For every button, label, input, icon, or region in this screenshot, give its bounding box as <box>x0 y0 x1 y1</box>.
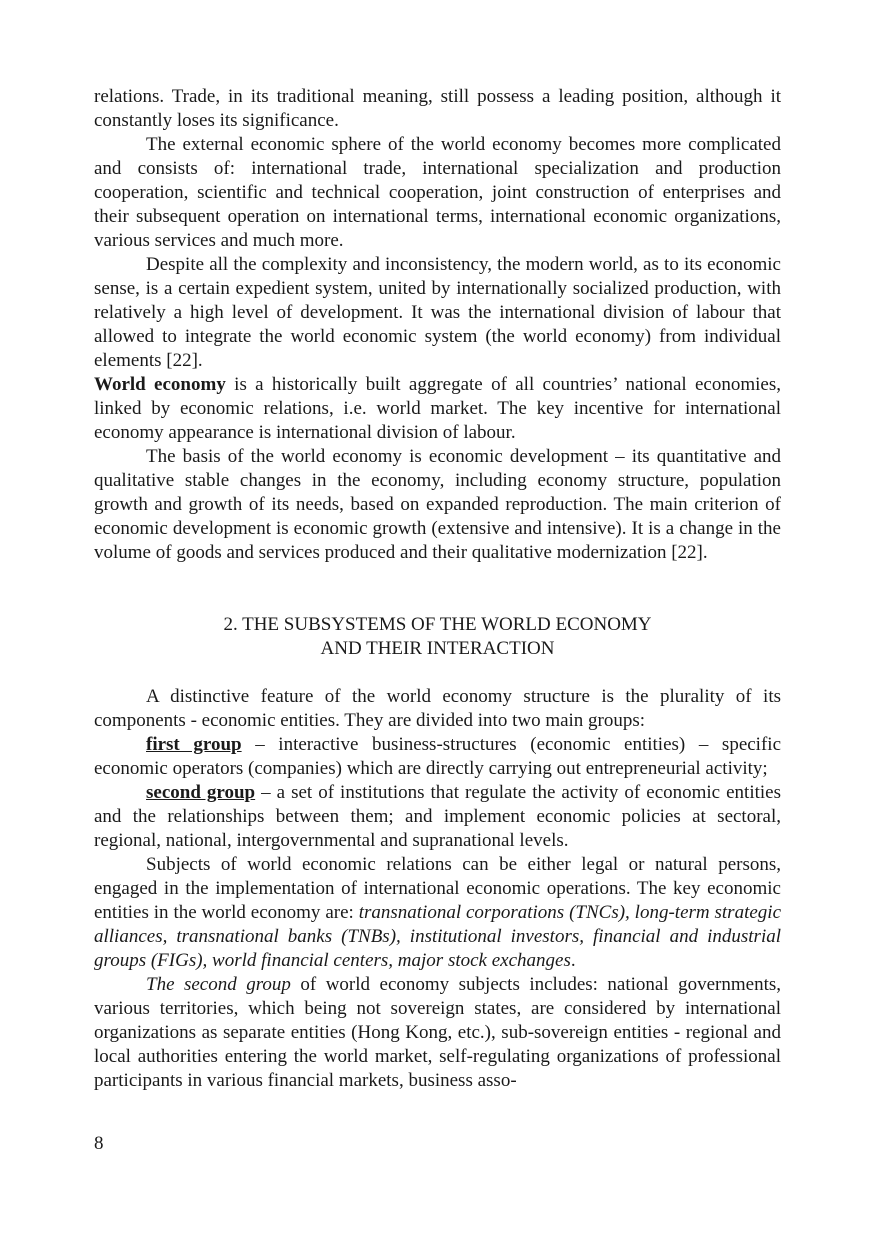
heading-line-1: 2. THE SUBSYSTEMS OF THE WORLD ECONOMY <box>223 614 652 635</box>
second-group-text: – a set of institutions that regulate the activity of economic entities and the relationships between them; and implement economic policies at sectoral, regional, national, intergovernmental and supranational levels. <box>94 782 781 851</box>
term-first-group: first group <box>146 734 242 755</box>
paragraph-distinctive-feature: A distinctive feature of the world economy structure is the plurality of its components - economic entities. They are divided into two main groups: <box>94 686 781 731</box>
page-content <box>94 85 781 1093</box>
term-world-economy: World economy <box>94 374 226 395</box>
term-second-group: second group <box>146 782 256 803</box>
heading-line-2: AND THEIR INTERACTION <box>320 638 555 659</box>
paragraph-second-group-subjects <box>94 973 781 1093</box>
second-group-subjects-text: of world economy subjects includes: national governments, various territories, which being not sovereign states, are considered by international organizations as separate entities (Hong Kong, etc.), sub-sovereign entities - regional and local authorities entering the world market, self-regulating organizations of professional participants in various financial markets, business asso- <box>94 974 781 1091</box>
subjects-entities-list: transnational corporations (TNCs), long-term strategic alliances, transnational banks (TNBs), institutional investors, financial and industrial groups (FIGs), world financial centers, major stock exchanges <box>94 902 782 971</box>
subjects-text: Subjects of world economic relations can be either legal or natural persons, engaged in the implementation of international economic operations. The key economic entities in the world economy are: <box>94 854 781 923</box>
term-the-second-group: The second group <box>146 974 291 995</box>
section-heading <box>94 613 781 661</box>
subjects-end: . <box>570 950 576 971</box>
paragraph-modern-world: Despite all the complexity and inconsistency, the modern world, as to its economic sense, is a certain expedient system, united by internationally socialized production, with relatively a high level of development. It was the international division of labour that allowed to integrate the world economic system (the world economy) from individual elements [22]. <box>94 254 781 371</box>
paragraph-subjects <box>94 853 781 973</box>
paragraph-second-group <box>94 781 781 853</box>
first-group-text: – interactive business-structures (economic entities) – specific economic operators (companies) which are directly carrying out entrepreneurial activity; <box>94 734 782 779</box>
definition-text: is a historically built aggregate of all countries’ national economies, linked by economic relations, i.e. world market. The key incentive for international economy appearance is international division of labour. <box>94 374 781 443</box>
paragraph-first-group <box>94 733 781 781</box>
page-number: 8 <box>94 1133 104 1154</box>
paragraph-external-sphere: The external economic sphere of the world economy becomes more complicated and consists of: international trade, international specialization and production cooperation, scientific and technical cooperation, joint construction of enterprises and their subsequent operation on international terms, international economic organizations, various services and much more. <box>94 134 781 251</box>
paragraph-relations: relations. Trade, in its traditional meaning, still possess a leading position, although it constantly loses its significance. <box>94 86 781 131</box>
paragraph-economic-development: The basis of the world economy is economic development – its quantitative and qualitative stable changes in the economy, including economy structure, population growth and growth of its needs, based on expanded reproduction. The main criterion of economic development is economic growth (extensive and intensive). It is a change in the volume of goods and services produced and their qualitative modernization [22]. <box>94 446 781 563</box>
paragraph-world-economy-definition <box>94 373 781 445</box>
